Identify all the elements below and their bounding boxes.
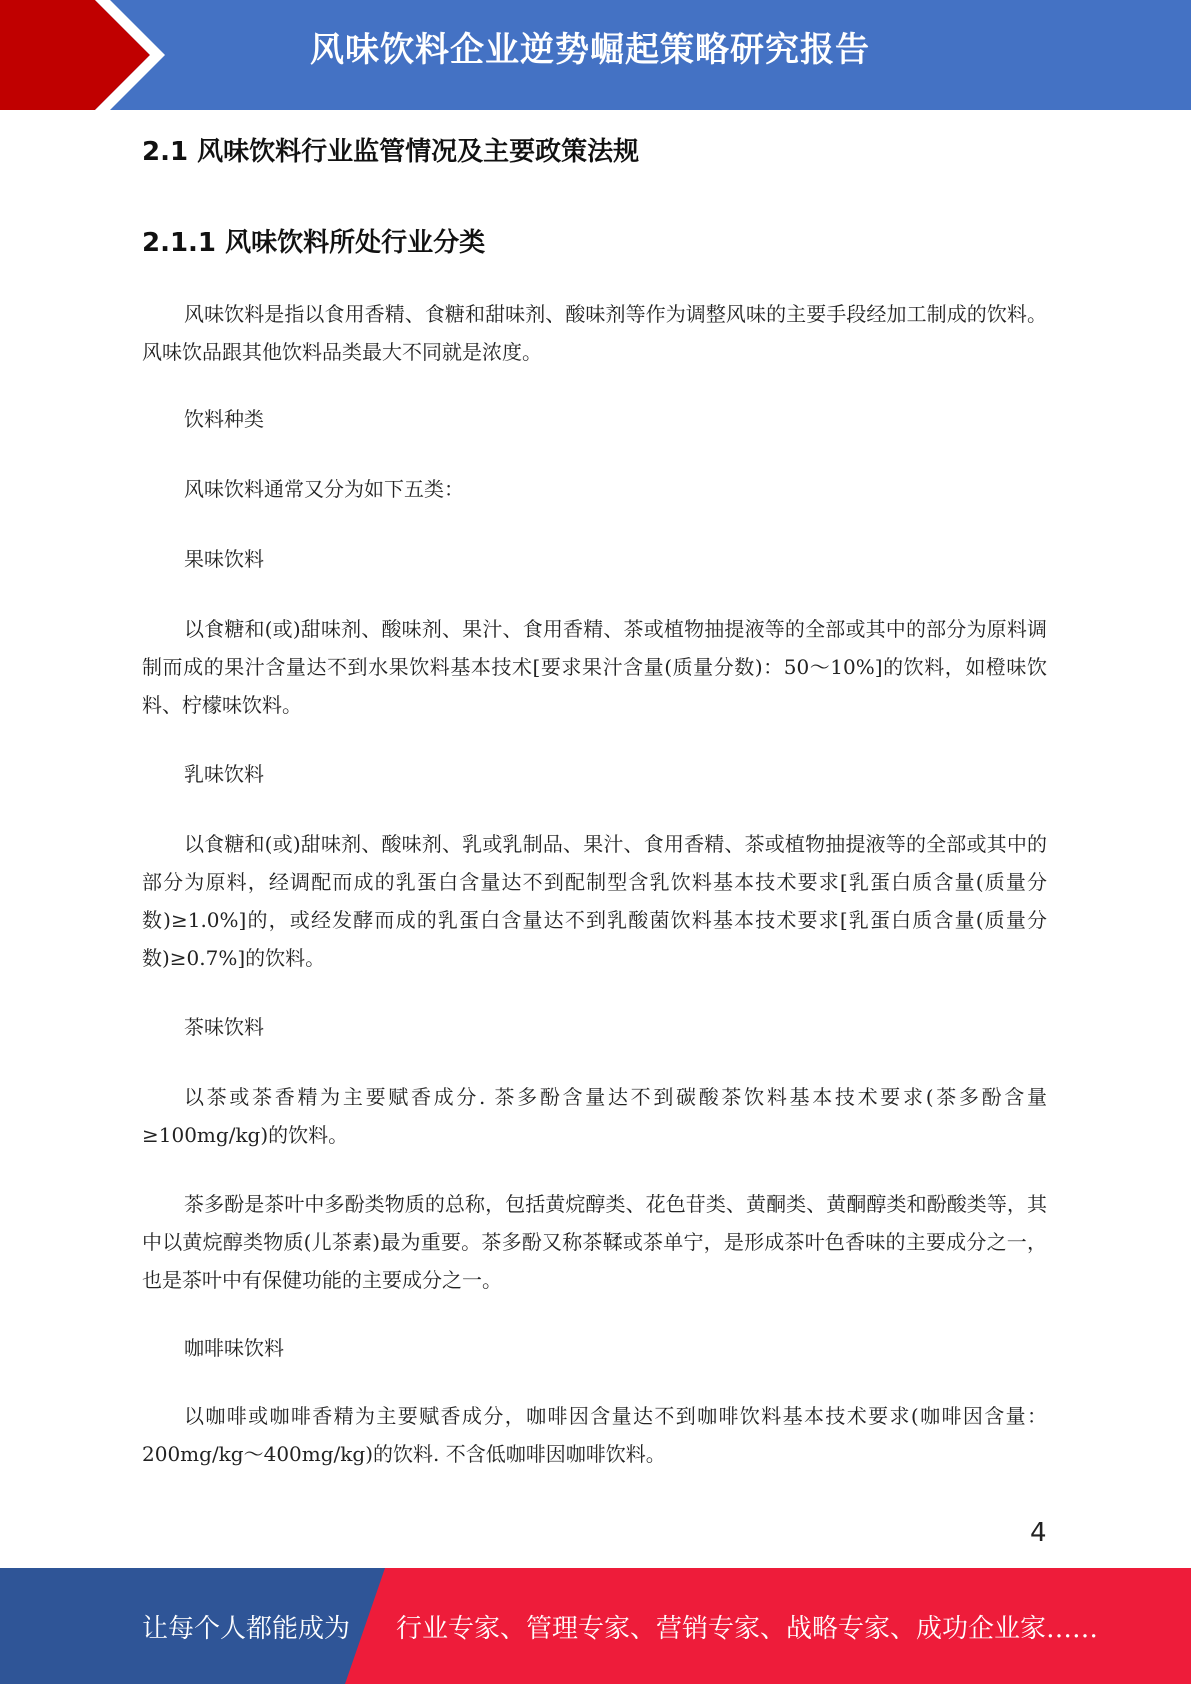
tea-polyphenol-paragraph: 茶多酚是茶叶中多酚类物质的总称，包括黄烷醇类、花色苷类、黄酮类、黄酮醇类和酚酸类等，其中以黄烷醇类物质(儿茶素)最为重要。茶多酚又称茶鞣或茶单宁，是形成茶叶色香味的主要成分之一，也是茶叶中有保健功能的主要成分之一。 — [142, 1192, 1047, 1292]
subsection-heading: 2.1.1 风味饮料所处行业分类 — [142, 228, 486, 258]
milk-paragraph: 以食糖和(或)甜味剂、酸味剂、乳或乳制品、果汁、食用香精、茶或植物抽提液等的全部或其中的部分为原料，经调配而成的乳蛋白含量达不到配制型含乳饮料基本技术要求[乳蛋白质含量(质量分数)≥1.0%]的，或经发酵而成的乳蛋白含量达不到乳酸菌饮料基本技术要求[乳蛋白质含量(质量分数)≥0.7%]的饮料。 — [142, 832, 1047, 970]
fruit-paragraph: 以食糖和(或)甜味剂、酸味剂、果汁、食用香精、茶或植物抽提液等的全部或其中的部分为原料调制而成的果汁含量达不到水果饮料基本技术[要求果汁含量(质量分数)：50～10%]的饮料，如橙味饮料、柠檬味饮料。 — [142, 617, 1047, 717]
footer-slogan: 让每个人都能成为 — [142, 1614, 351, 1644]
tea-paragraph: 以茶或茶香精为主要赋香成分. 茶多酚含量达不到碳酸茶饮料基本技术要求(茶多酚含量≥100mg/kg)的饮料。 — [142, 1085, 1047, 1147]
types-intro: 风味饮料通常又分为如下五类： — [184, 477, 464, 501]
tea-label: 茶味饮料 — [184, 1015, 264, 1039]
footer-roles: 行业专家、管理专家、营销专家、战略专家、成功企业家…… — [396, 1614, 1099, 1644]
page-header — [0, 0, 1191, 110]
page-number: 4 — [1030, 1518, 1047, 1548]
header-red-block — [0, 0, 150, 110]
types-label: 饮料种类 — [184, 407, 264, 431]
section-heading: 2.1 风味饮料行业监管情况及主要政策法规 — [142, 137, 640, 167]
page-footer — [0, 1568, 1191, 1684]
milk-label: 乳味饮料 — [184, 762, 264, 786]
coffee-label: 咖啡味饮料 — [184, 1336, 284, 1360]
fruit-label: 果味饮料 — [184, 547, 264, 571]
intro-paragraph: 风味饮料是指以食用香精、食糖和甜味剂、酸味剂等作为调整风味的主要手段经加工制成的饮料。风味饮品跟其他饮料品类最大不同就是浓度。 — [142, 302, 1047, 364]
report-title: 风味饮料企业逆势崛起策略研究报告 — [310, 30, 870, 70]
coffee-paragraph: 以咖啡或咖啡香精为主要赋香成分，咖啡因含量达不到咖啡饮料基本技术要求(咖啡因含量：200mg/kg～400mg/kg)的饮料. 不含低咖啡因咖啡饮料。 — [142, 1404, 1047, 1466]
